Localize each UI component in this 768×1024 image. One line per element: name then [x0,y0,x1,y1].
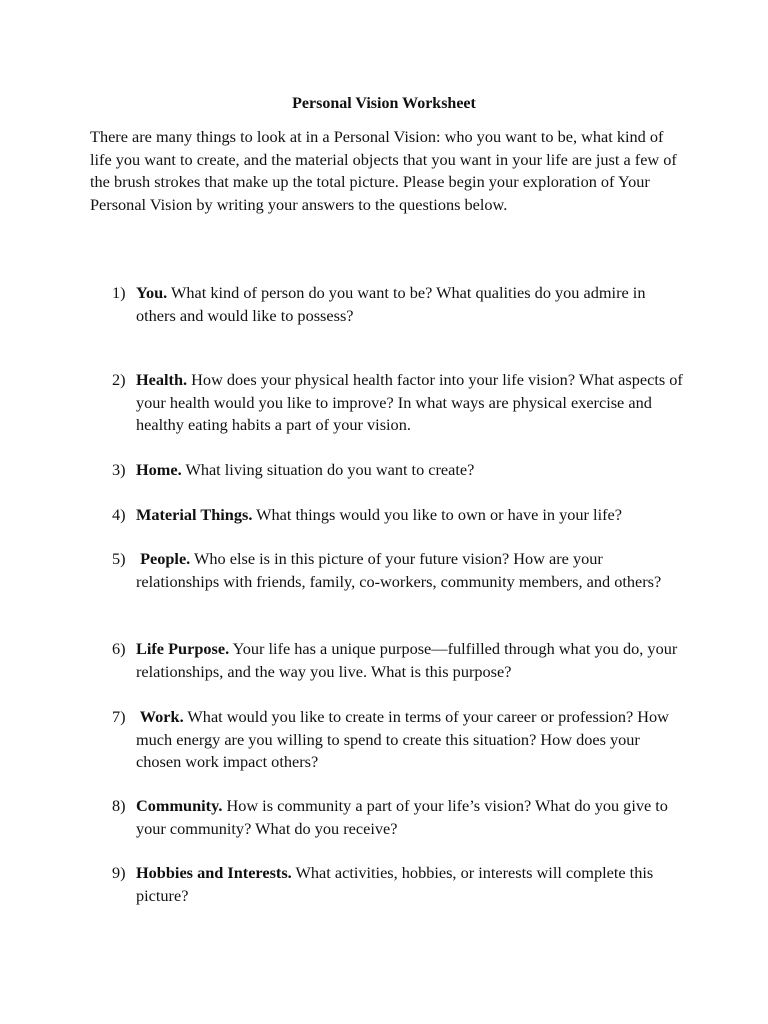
question-text: What living situation do you want to create? [181,460,475,479]
page-title: Personal Vision Worksheet [292,95,476,112]
question-keyword: Work. [136,707,184,726]
question-number: 7) [112,707,126,726]
question-keyword: You. [136,283,168,302]
question-text: Who else is in this picture of your future vision? How are your relationships with friends, family, co-workers, community members, and others? [136,549,662,591]
question-keyword: Life Purpose. [136,639,230,658]
question-text: What things would you like to own or have in your life? [252,505,622,524]
question-item [112,706,684,774]
question-keyword: Hobbies and Interests. [136,863,292,882]
question-item [112,282,684,327]
question-number: 8) [112,796,126,815]
question-body [136,504,684,527]
question-text: What would you like to create in terms of your career or profession? How much energy are you willing to spend to create this situation? How does your chosen work impact others? [136,707,669,771]
question-body [136,282,684,327]
question-keyword: Community. [136,796,223,815]
question-item [112,862,684,907]
question-body [136,862,684,907]
question-keyword: Home. [136,460,182,479]
question-body [136,369,684,437]
question-number: 4) [112,505,126,524]
question-item [112,795,684,840]
question-text: How does your physical health factor into your life vision? What aspects of your health would you like to improve? In what ways are physical exercise and healthy eating habits a part of your vision. [136,370,683,434]
intro-paragraph: There are many things to look at in a Personal Vision: who you want to be, what kind of life you want to create, and the material objects that you want in your life are just a few of the brush strokes that make up the total picture. Please begin your exploration of Your Personal Vision by writing your answers to the questions below. [90,127,677,214]
question-keyword: Material Things. [136,505,253,524]
question-keyword: People. [136,549,191,568]
question-number: 3) [112,460,126,479]
question-item [112,548,684,593]
question-item [112,369,684,437]
question-text: Your life has a unique purpose—fulfilled through what you do, your relationships, and the way you live. What is this purpose? [136,639,678,681]
question-body [136,638,684,683]
question-item [112,638,684,683]
question-item [112,504,684,527]
question-text: How is community a part of your life’s vision? What do you give to your community? What do you receive? [136,796,668,838]
question-text: What kind of person do you want to be? What qualities do you admire in others and would like to possess? [136,283,646,325]
question-item [112,459,684,482]
question-text: What activities, hobbies, or interests will complete this picture? [136,863,654,905]
question-number: 9) [112,863,126,882]
question-number: 1) [112,283,126,302]
question-body [136,459,684,482]
question-number: 5) [112,549,126,568]
question-body [136,548,684,593]
question-body [136,706,684,774]
question-body [136,795,684,840]
question-number: 6) [112,639,126,658]
question-keyword: Health. [136,370,188,389]
question-number: 2) [112,370,126,389]
